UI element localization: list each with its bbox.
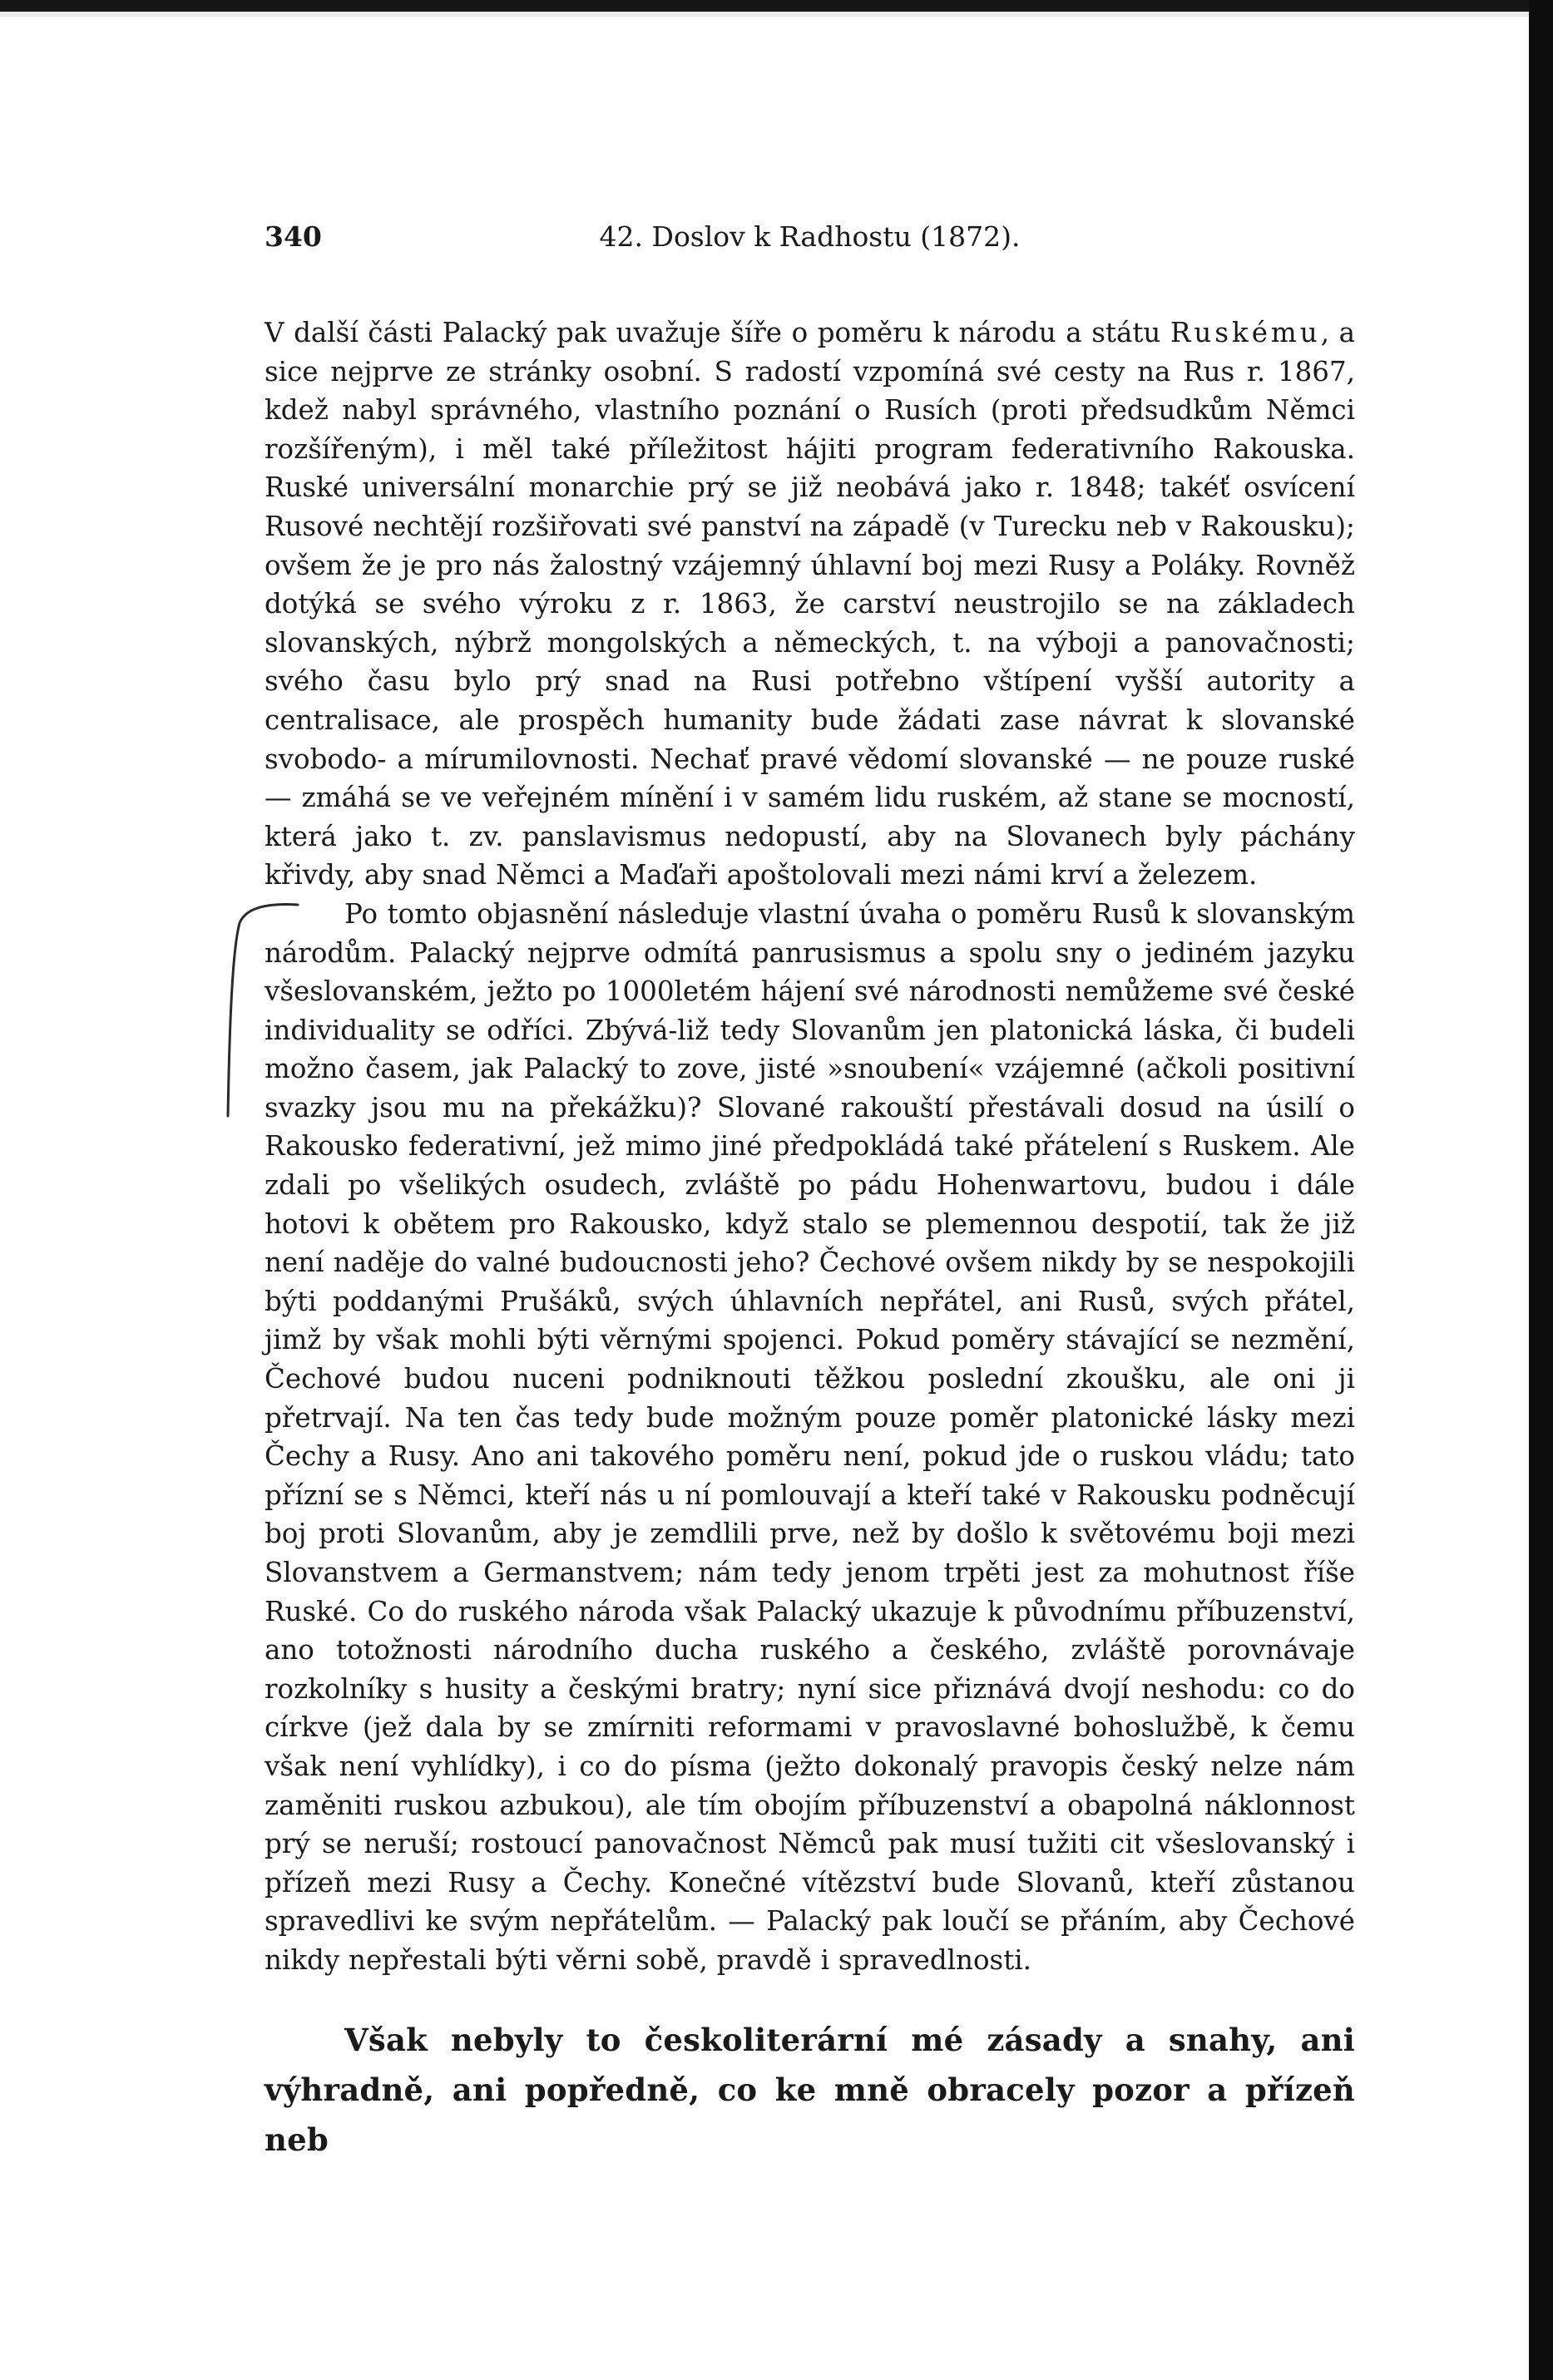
paragraph-1-start: V další části Palacký pak uvažuje šíře o poměru k národu a státu bbox=[265, 317, 1170, 348]
scan-top-edge bbox=[0, 0, 1553, 12]
spaced-word: Ruskému bbox=[1170, 317, 1321, 348]
scan-top-edge-highlight bbox=[0, 12, 1529, 17]
running-head bbox=[265, 212, 1355, 262]
body-text bbox=[265, 314, 1355, 2165]
book-page bbox=[265, 212, 1355, 2165]
paragraph-1 bbox=[265, 314, 1355, 895]
chapter-heading: 42. Doslov k Radhostu (1872). bbox=[599, 220, 1021, 253]
paragraph-2: Po tomto objasnění následuje vlastní úvaha o poměru Rusů k slovanským národům. Palacký nejprve odmítá panrusismus a spolu sny o jediném jazyku všeslovanském, ježto po 1000letém hájení své národnosti nemůžeme své české individuality se odříci. Zbývá-liž tedy Slovanům jen platonická láska, či budeli možno časem, jak Palacký to zove, jisté »snoubení« vzájemné (ačkoli positivní svazky jsou mu na překážku)? Slované rakouští přestávali dosud na úsilí o Rakousko federativní, jež mimo jiné předpokládá také přátelení s Ruskem. Ale zdali po všelikých osudech, zvláště po pádu Hohenwartovu, budou i dále hotovi k obětem pro Rakousko, když stalo se plemennou despotií, tak že již není naděje do valné budoucnosti jeho? Čechové ovšem nikdy by se nespokojili býti poddanými Prušáků, svých úhlavních nepřátel, ani Rusů, svých přátel, jimž by však mohli býti věrnými spojenci. Pokud poměry stávající se nezmění, Čechové budou nuceni podniknouti těžkou poslední zkoušku, ale oni ji přetrvají. Na ten čas tedy bude možným pouze poměr platonické lásky mezi Čechy a Rusy. Ano ani takového poměru není, pokud jde o ruskou vládu; tato přízní se s Němci, kteří nás u ní pomlouvají a kteří také v Rakousku podněcují boj proti Slovanům, aby je zemdlili prve, než by došlo k světovému boji mezi Slovanstvem a Germanstvem; nám tedy jenom trpěti jest za mohutnost říše Ruské. Co do ruského národa však Palacký ukazuje k původnímu příbuzenství, ano totožnosti národního ducha ruského a českého, zvláště porovnávaje rozkolníky s husity a českými bratry; nyní sice přiznává dvojí neshodu: co do církve (jež dala by se zmírniti reformami v pravoslavné bohoslužbě, k čemu však není vyhlídky), i co do písma (ježto dokonalý pravopis český nelze nám zaměniti ruskou azbukou), ale tím obojím příbuzenství a obapolná náklonnost prý se neruší; rostoucí panovačnost Němců pak musí tužiti cit všeslovanský i přízeň mezi Rusy a Čechy. Konečné vítězství bude Slovanů, kteří zůstanou spravedlivi ke svým nepřátelům. — Palacký pak loučí se přáním, aby Čechové nikdy nepřestali býti věrni sobě, pravdě i spravedlnosti. bbox=[265, 897, 1355, 1976]
scan-right-edge bbox=[1529, 0, 1553, 2380]
page-number: 340 bbox=[265, 220, 322, 253]
paragraph-1-rest: , a sice nejprve ze stránky osobní. S radostí vzpomíná své cesty na Rus r. 1867, kdež nabyl správného, vlastního poznání o Rusích (proti předsudkům Němci rozšířeným), i měl také příležitost hájiti program federativního Rakouska. Ruské universální monarchie prý se již neobává jako r. 1848; takéť osvícení Rusové nechtějí rozšiřovati své panství na západě (v Turecku neb v Rakousku); ovšem že je pro nás žalostný vzájemný úhlavní boj mezi Rusy a Poláky. Rovněž dotýká se svého výroku z r. 1863, že carství neustrojilo se na základech slovanských, nýbrž mongolských a německých, t. na výboji a panovačnosti; svého času bylo prý snad na Rusi potřebno vštípení vyšší autority a centralisace, ale prospěch humanity bude žádati zase návrat k slovanské svobodo- a mírumilovnosti. Nechať pravé vědomí slovanské — ne pouze ruské — zmáhá se ve veřejném mínění i v samém lidu ruském, až stane se mocností, která jako t. zv. panslavismus nedopustí, aby na Slovanech byly páchány křivdy, aby snad Němci a Maďaři apoštolovali mezi námi krví a železem. bbox=[265, 317, 1355, 891]
paragraph-3: Však nebyly to českoliterární mé zásady a snahy, ani výhradně, ani popředně, co ke mně obracely pozor a přízeň neb bbox=[265, 2021, 1355, 2158]
